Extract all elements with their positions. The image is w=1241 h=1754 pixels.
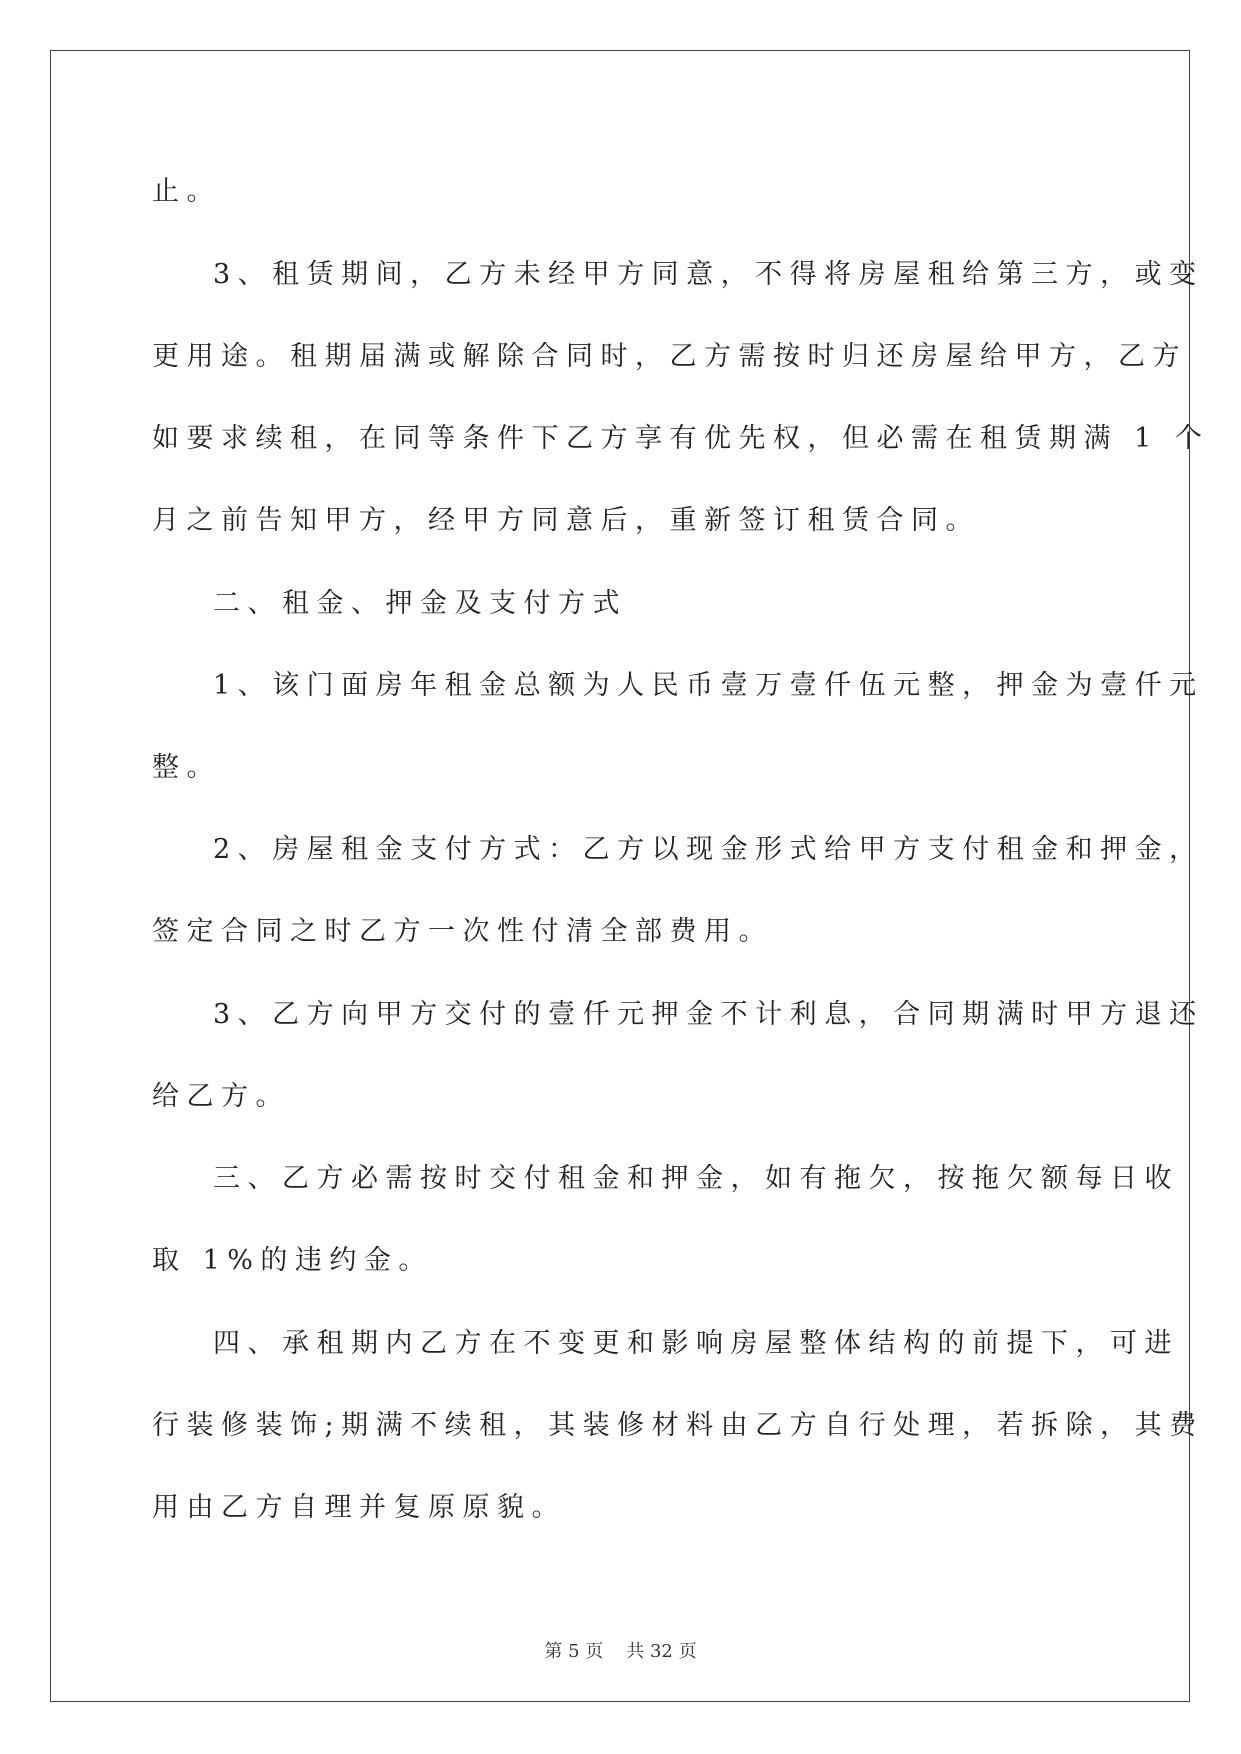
text-line: 1、该门面房年租金总额为人民币壹万壹仟伍元整，押金为壹仟元	[213, 670, 1204, 701]
page-number: 第 5 页	[544, 1641, 604, 1662]
page-footer	[0, 1637, 1241, 1663]
section-heading: 四、承租期内乙方在不变更和影响房屋整体结构的前提下，可进	[213, 1328, 1179, 1359]
text-line: 签定合同之时乙方一次性付清全部费用。	[152, 916, 773, 947]
text-line: 月之前告知甲方，经甲方同意后，重新签订租赁合同。	[152, 505, 980, 536]
text-line: 2、房屋租金支付方式：乙方以现金形式给甲方支付租金和押金，	[213, 834, 1204, 865]
text-line: 用由乙方自理并复原原貌。	[152, 1492, 566, 1523]
text-line: 3、租赁期间，乙方未经甲方同意，不得将房屋租给第三方，或变	[213, 259, 1204, 290]
text-line: 更用途。租期届满或解除合同时，乙方需按时归还房屋给甲方，乙方	[152, 341, 1187, 372]
text-line: 3、乙方向甲方交付的壹仟元押金不计利息，合同期满时甲方退还	[213, 999, 1204, 1030]
page-total: 共 32 页	[626, 1641, 697, 1662]
section-heading: 三、乙方必需按时交付租金和押金，如有拖欠，按拖欠额每日收	[213, 1163, 1179, 1194]
page-border	[50, 50, 1190, 1702]
text-line: 整。	[152, 752, 221, 783]
text-line: 给乙方。	[152, 1081, 290, 1112]
text-line: 如要求续租，在同等条件下乙方享有优先权，但必需在租赁期满 1 个	[152, 423, 1210, 454]
text-line: 行装修装饰;期满不续租，其装修材料由乙方自行处理，若拆除，其费	[152, 1410, 1204, 1441]
text-line: 止。	[152, 176, 221, 207]
section-heading: 二、租金、押金及支付方式	[213, 588, 627, 619]
text-line: 取 1%的违约金。	[152, 1245, 433, 1276]
